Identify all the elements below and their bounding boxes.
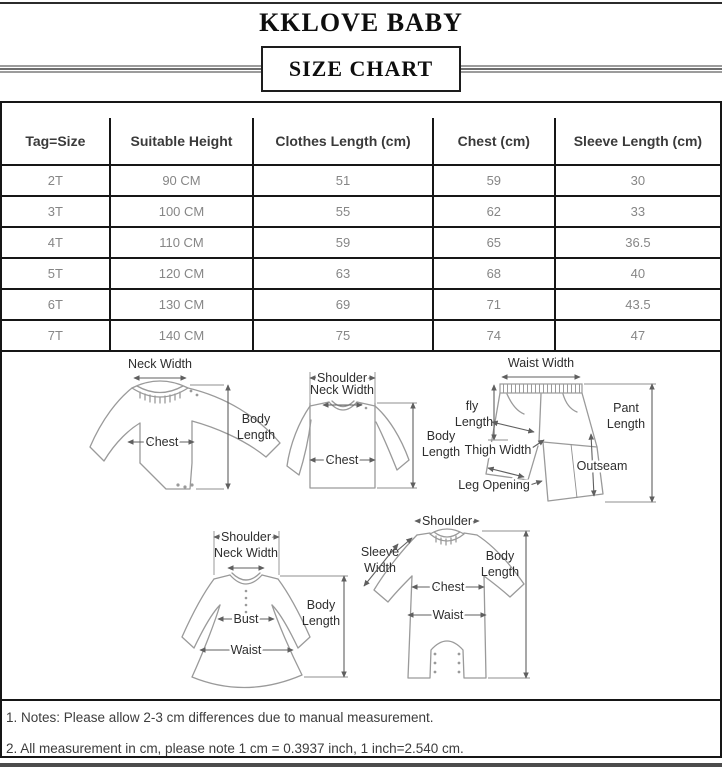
label-body-length: Length (480, 565, 520, 579)
label-neck-width: Neck Width (128, 357, 192, 371)
label-pant-length: Pant (613, 401, 639, 415)
sweater-diagram (285, 356, 470, 502)
table-row (2, 258, 720, 289)
content-frame (0, 101, 722, 758)
table-cell: 43.5 (555, 289, 720, 320)
size-chart-title: SIZE CHART (261, 46, 461, 92)
table-cell: 4T (2, 227, 110, 258)
label-shoulder: Shoulder (220, 530, 272, 544)
label-body-length: Body (306, 598, 336, 612)
table-cell: 55 (253, 196, 433, 227)
brand-title: KKLOVE BABY (259, 8, 463, 37)
table-row (2, 289, 720, 320)
table-cell: 120 CM (110, 258, 254, 289)
romper-diagram (342, 508, 557, 696)
label-neck-width: Neck Width (214, 546, 278, 560)
table-cell: 3T (2, 196, 110, 227)
table-cell: 33 (555, 196, 720, 227)
table-header-row (2, 118, 720, 165)
table-cell: 62 (433, 196, 555, 227)
label-pant-length: Length (606, 417, 646, 431)
note-line-2: 2. All measurement in cm, please note 1 cm = 0.3937 inch, 1 inch=2.540 cm. (6, 741, 464, 756)
size-table (2, 118, 720, 352)
table-cell: 5T (2, 258, 110, 289)
label-body-length: Body (426, 429, 456, 443)
label-body-length: Body (485, 549, 515, 563)
table-cell: 100 CM (110, 196, 254, 227)
bodysuit-diagram (78, 355, 290, 507)
label-body-length: Length (236, 428, 276, 442)
label-fly-length: Length (454, 415, 494, 429)
shorts-diagram (450, 354, 722, 512)
label-waist: Waist (230, 643, 262, 657)
label-shoulder: Shoulder (421, 514, 473, 528)
table-cell: 110 CM (110, 227, 254, 258)
label-chest: Chest (431, 580, 465, 594)
table-row (2, 227, 720, 258)
label-outseam: Outseam (576, 459, 628, 473)
table-cell: 59 (253, 227, 433, 258)
label-leg-opening: Leg Opening (458, 478, 530, 492)
table-cell: 74 (433, 320, 555, 351)
header-cell-suitable-height: Suitable Height (110, 118, 254, 165)
table-cell: 2T (2, 165, 110, 196)
table-cell: 40 (555, 258, 720, 289)
table-cell: 47 (555, 320, 720, 351)
label-chest: Chest (145, 435, 179, 449)
table-cell: 65 (433, 227, 555, 258)
label-body-length: Length (301, 614, 341, 628)
label-shoulder: Shoulder (316, 371, 368, 385)
table-cell: 59 (433, 165, 555, 196)
table-cell: 30 (555, 165, 720, 196)
header-cell-chest: Chest (cm) (433, 118, 555, 165)
note-line-1: 1. Notes: Please allow 2-3 cm differences due to manual measurement. (6, 710, 434, 725)
table-row (2, 165, 720, 196)
table-cell: 69 (253, 289, 433, 320)
table-cell: 90 CM (110, 165, 254, 196)
label-sleeve-width: Sleeve (360, 545, 400, 559)
label-fly-length: fly (465, 399, 479, 413)
table-cell: 75 (253, 320, 433, 351)
table-cell: 68 (433, 258, 555, 289)
table-cell: 140 CM (110, 320, 254, 351)
label-body-length: Body (241, 412, 271, 426)
label-thigh-width: Thigh Width (464, 443, 532, 457)
header-cell-tag-size: Tag=Size (2, 118, 110, 165)
label-waist: Waist (432, 608, 464, 622)
bottom-edge-bar (0, 763, 722, 767)
table-row (2, 320, 720, 351)
table-cell: 7T (2, 320, 110, 351)
notes-section (2, 699, 720, 756)
table-cell: 36.5 (555, 227, 720, 258)
label-waist-width: Waist Width (507, 356, 575, 370)
table-cell: 63 (253, 258, 433, 289)
table-row (2, 196, 720, 227)
table-cell: 71 (433, 289, 555, 320)
triple-line-right (461, 65, 722, 73)
table-cell: 130 CM (110, 289, 254, 320)
table-cell: 51 (253, 165, 433, 196)
header-cell-clothes-length: Clothes Length (cm) (253, 118, 433, 165)
label-body-length: Length (421, 445, 461, 459)
table-cell: 6T (2, 289, 110, 320)
header-cell-sleeve-length: Sleeve Length (cm) (555, 118, 720, 165)
measurement-diagrams (2, 352, 720, 699)
label-bust: Bust (233, 612, 259, 626)
label-sleeve-width: Width (364, 561, 396, 575)
label-neck-width: Neck Width (310, 383, 374, 397)
title-banner (0, 46, 722, 92)
top-divider (0, 2, 722, 4)
triple-line-left (0, 65, 261, 73)
label-chest: Chest (325, 453, 359, 467)
